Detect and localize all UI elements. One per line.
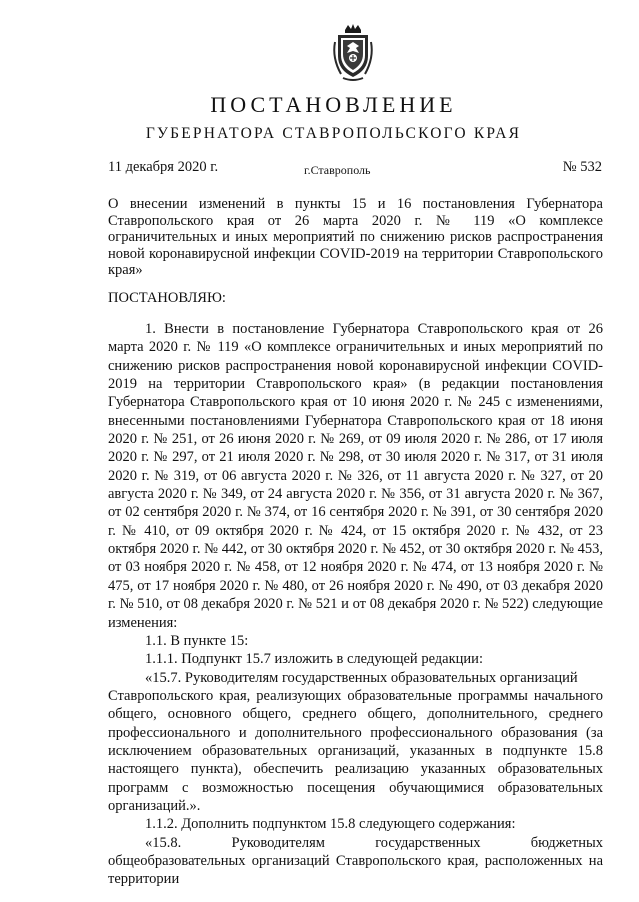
document-city: г.Ставрополь: [304, 163, 371, 177]
document-type-title: ПОСТАНОВЛЕНИЕ: [210, 92, 457, 117]
paragraph-1-1-1: 1.1.1. Подпункт 15.7 изложить в следующей редакции:: [145, 651, 483, 668]
paragraph-15-7-cont: Ставропольского края, реализующих образовательные программы начального общего, основного общего, среднего общего, дополнительного, среднего профессионального и дополнительного профессионального образования (за исключением образовательных организаций, указанных в подпункте 15.8 настоящего пункта), обеспечить реализацию указанных образовательных программ с возможностью посещения обучающимися образовательных организаций.».: [108, 687, 603, 814]
document-body: [108, 320, 603, 889]
decree-word: ПОСТАНОВЛЯЮ:: [108, 290, 226, 306]
document-number: № 532: [562, 159, 602, 175]
issuing-authority: ГУБЕРНАТОРА СТАВРОПОЛЬСКОГО КРАЯ: [145, 125, 522, 142]
document-subject: О внесении изменений в пункты 15 и 16 постановления Губернатора Ставропольского края от 26 марта 2020 г. № 119 «О комплексе ограничительных и иных мероприятий по снижению рисков распространения новой коронавирусной инфекции COVID-2019 на территории Ставропольского края»: [108, 196, 603, 279]
paragraph-1: 1. Внести в постановление Губернатора Ставропольского края от 26 марта 2020 г. № 119 «О комплексе ограничительных и иных мероприятий по снижению рисков распространения новой коронавирусной инфекции COVID-2019 на территории Ставропольского края» (в редакции постановления Губернатора Ставропольского края от 10 июня 2020 г. № 245 с изменениями, внесенными постановлениями Губернатора Ставропольского края от 18 июня 2020 г. № 251, от 26 июня 2020 г. № 269, от 09 июля 2020 г. № 286, от 17 июля 2020 г. № 297, от 21 июля 2020 г. № 298, от 30 июля 2020 г. № 317, от 31 июля 2020 г. № 319, от 06 августа 2020 г. № 326, от 11 августа 2020 г. № 327, от 20 августа 2020 г. № 349, от 24 августа 2020 г. № 356, от 31 августа 2020 г. № 367, от 02 сентября 2020 г. № 374, от 16 сентября 2020 г. № 391, от 30 сентября 2020 г. № 410, от 09 октября 2020 г. № 424, от 15 октября 2020 г. № 432, от 23 октября 2020 г. № 442, от 30 октября 2020 г. № 452, от 30 октября 2020 г. № 453, от 03 ноября 2020 г. № 458, от 12 ноября 2020 г. № 474, от 13 ноября 2020 г. № 475, от 17 ноября 2020 г. № 480, от 26 ноября 2020 г. № 490, от 03 декабря 2020 г. № 510, от 08 декабря 2020 г. № 521 и от 08 декабря 2020 г. № 522) следующие изменения:: [108, 321, 603, 631]
coat-of-arms-icon: [329, 22, 377, 82]
paragraph-1-1: 1.1. В пункте 15:: [145, 632, 249, 649]
paragraph-15-8: «15.8. Руководителям государственных бюджетных общеобразовательных организаций Ставропольского края, расположенных на территории: [108, 834, 603, 888]
document-date: 11 декабря 2020 г.: [108, 159, 219, 175]
paragraph-15-7-start: «15.7. Руководителям государственных образовательных организаций: [145, 669, 578, 686]
paragraph-1-1-2: 1.1.2. Дополнить подпунктом 15.8 следующего содержания:: [145, 816, 516, 833]
